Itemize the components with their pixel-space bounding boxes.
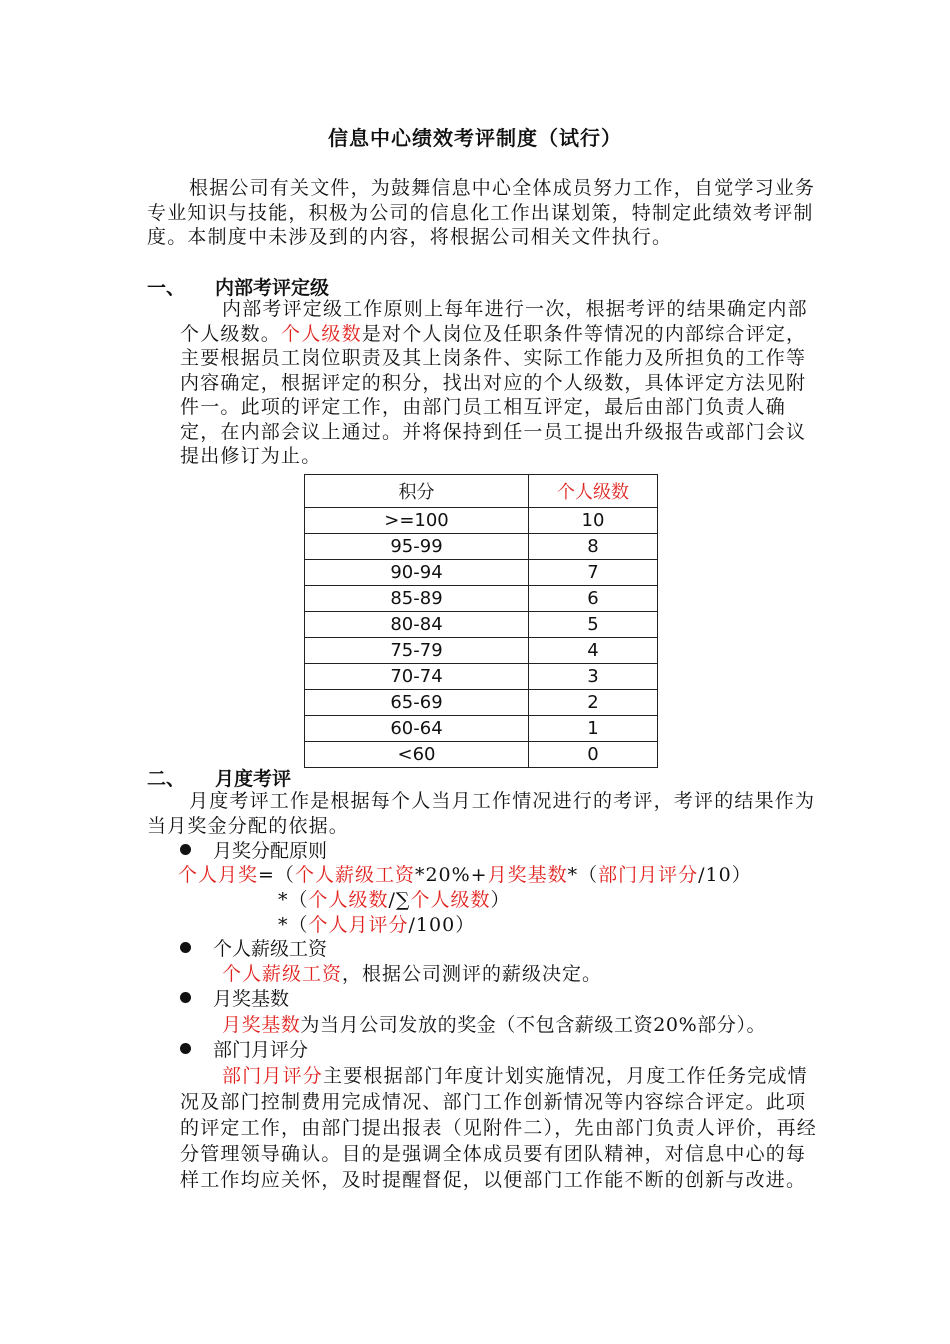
formula-op: /100）	[408, 914, 476, 936]
base-text: 为当月公司发放的奖金（不包含薪级工资20%部分）。	[300, 1014, 767, 1036]
salary-term: 个人薪级工资	[222, 963, 343, 985]
dept-score-desc	[180, 1063, 820, 1193]
table-cell: >=100	[305, 508, 529, 534]
section2-number: 二、	[147, 768, 186, 790]
table-cell: 5	[529, 612, 658, 638]
formula-op: /∑	[388, 889, 411, 911]
table-header-score: 积分	[305, 475, 529, 508]
table-row	[305, 612, 658, 638]
table-cell: 95-99	[305, 534, 529, 560]
table-cell: 8	[529, 534, 658, 560]
formula-term: 个人薪级工资	[294, 864, 415, 886]
table-row	[305, 638, 658, 664]
bullet-base	[180, 987, 289, 1011]
bullet-dot-icon	[180, 1043, 191, 1054]
table-cell: 70-74	[305, 664, 529, 690]
table-row	[305, 664, 658, 690]
bullet-label: 部门月评分	[213, 1039, 309, 1061]
table-cell: 90-94	[305, 560, 529, 586]
table-row	[305, 690, 658, 716]
bullet-label: 个人薪级工资	[213, 938, 328, 960]
table-cell: 4	[529, 638, 658, 664]
formula-term: 个人月奖	[178, 864, 259, 886]
formula-op: *（	[567, 864, 599, 886]
formula-line-1	[178, 863, 752, 887]
section1-number: 一、	[147, 277, 186, 299]
table-row	[305, 508, 658, 534]
formula-op: /10）	[698, 864, 752, 886]
table-cell: 6	[529, 586, 658, 612]
base-term: 月奖基数	[222, 1014, 301, 1036]
table-cell: 10	[529, 508, 658, 534]
formula-term: 部门月评分	[598, 864, 699, 886]
formula-line-3	[278, 913, 475, 937]
bullet-dot-icon	[180, 942, 191, 953]
intro-paragraph: 根据公司有关文件，为鼓舞信息中心全体成员努力工作，自觉学习业务专业知识与技能，积极为公司的信息化工作出谋划策，特制定此绩效考评制度。本制度中未涉及到的内容，将根据公司相关文件执行。	[147, 177, 816, 248]
formula-op: *（	[278, 914, 309, 936]
page-title: 信息中心绩效考评制度（试行）	[328, 126, 622, 150]
dept-score-term: 部门月评分	[222, 1065, 324, 1087]
table-cell: 75-79	[305, 638, 529, 664]
section1-heading	[147, 273, 329, 300]
table-cell: 80-84	[305, 612, 529, 638]
section1-text: 内部考评定级工作原则上每年进行一次，根据考评的结果确定内部个人级数。	[180, 298, 808, 345]
table-header-row	[305, 475, 658, 508]
table-cell: 0	[529, 742, 658, 768]
bullet-label: 月奖分配原则	[213, 840, 328, 862]
table-cell: 2	[529, 690, 658, 716]
table-cell: <60	[305, 742, 529, 768]
formula-op: =（	[258, 864, 295, 886]
section1-paragraph	[180, 297, 820, 469]
salary-desc	[222, 962, 602, 986]
bullet-label: 月奖基数	[213, 988, 290, 1010]
section1-red-term: 个人级数	[281, 322, 362, 345]
table-cell: 65-69	[305, 690, 529, 716]
table-cell: 85-89	[305, 586, 529, 612]
formula-line-2	[278, 888, 511, 912]
table-row	[305, 560, 658, 586]
section1-title: 内部考评定级	[215, 277, 330, 299]
section2-heading	[147, 764, 291, 791]
section2-title: 月度考评	[215, 768, 292, 790]
table-header-level: 个人级数	[529, 475, 658, 508]
formula-term: 个人级数	[308, 889, 389, 911]
table-row	[305, 716, 658, 742]
bullet-dot-icon	[180, 992, 191, 1003]
bullet-dept-score	[180, 1038, 308, 1062]
table-row	[305, 586, 658, 612]
salary-text: ，根据公司测评的薪级决定。	[342, 963, 603, 985]
table-cell: 60-64	[305, 716, 529, 742]
table-cell: 3	[529, 664, 658, 690]
formula-term: 月奖基数	[487, 864, 568, 886]
dept-score-text: 主要根据部门年度计划实施情况，月度工作任务完成情况及部门控制费用完成情况、部门工作创新情况等内容综合评定。此项的评定工作，由部门提出报表（见附件二），先由部门负责人评价，再经分管理领导确认。目的是强调全体成员要有团队精神，对信息中心的每样工作均应关怀，及时提醒督促，以便部门工作能不断的创新与改进。	[180, 1065, 817, 1191]
formula-term: 个人月评分	[308, 914, 409, 936]
formula-op: *（	[278, 889, 309, 911]
table-cell: 1	[529, 716, 658, 742]
grade-table	[304, 474, 658, 768]
table-cell: 7	[529, 560, 658, 586]
bullet-dot-icon	[180, 844, 191, 855]
section1-text-rest: 是对个人岗位及任职条件等情况的内部综合评定，主要根据员工岗位职责及其上岗条件、实际工作能力及所担负的工作等内容确定，根据评定的积分，找出对应的个人级数，具体评定方法见附件一。此项的评定工作，由部门员工相互评定，最后由部门负责人确定，在内部会议上通过。并将保持到任一员工提出升级报告或部门会议提出修订为止。	[180, 322, 807, 467]
formula-op: *20%+	[414, 864, 488, 886]
formula-term: 个人级数	[410, 889, 491, 911]
table-row	[305, 742, 658, 768]
table-row	[305, 534, 658, 560]
section2-intro: 月度考评工作是根据每个人当月工作情况进行的考评，考评的结果作为当月奖金分配的依据。	[147, 790, 816, 837]
formula-op: ）	[490, 889, 511, 911]
base-desc	[222, 1013, 766, 1037]
bullet-distribution-principle	[180, 839, 327, 863]
bullet-salary	[180, 937, 327, 961]
